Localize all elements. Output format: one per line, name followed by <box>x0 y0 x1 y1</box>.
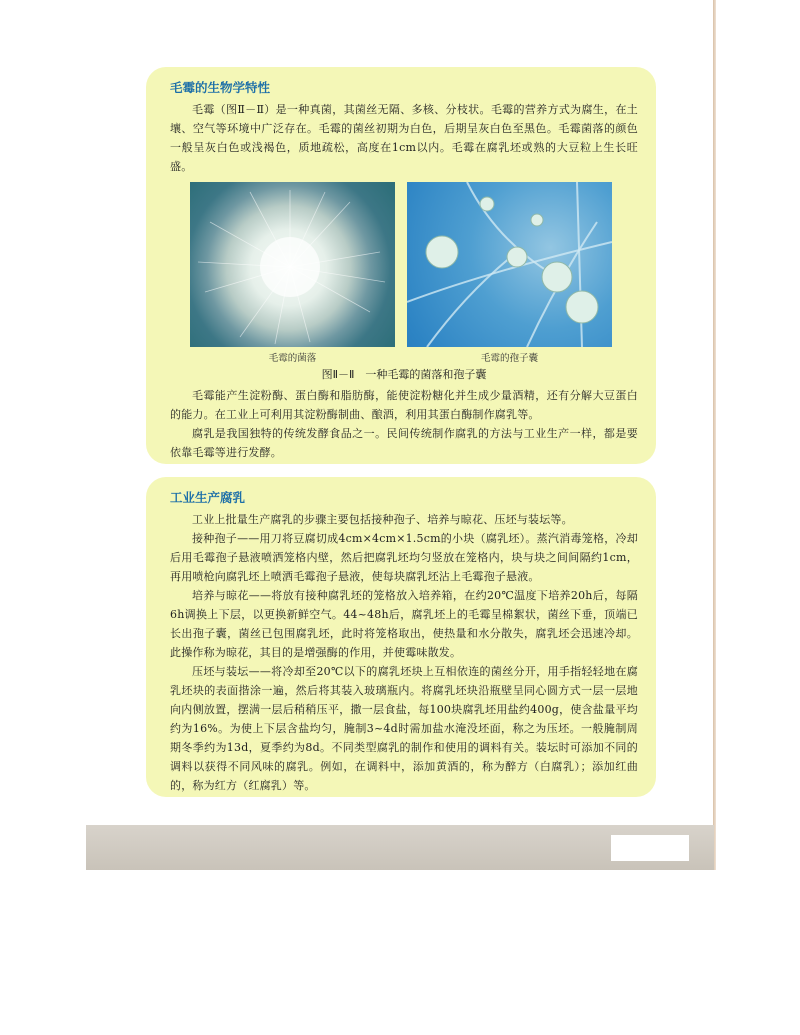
section-industrial-production <box>146 477 656 797</box>
colony-illustration <box>190 182 395 347</box>
blank-label <box>611 835 689 861</box>
paragraph: 压坯与装坛——将冷却至20℃以下的腐乳坯块上互相依连的菌丝分开，用手指轻轻地在腐乳坯块的表面揩涂一遍，然后将其装入玻璃瓶内。将腐乳坯块沿瓶壁呈同心圆方式一层一层地向内侧放置，摆满一层后稍稍压平，撒一层食盐，每100块腐乳坯用盐约400g，使含盐量平均约为16%。为使上下层含盐均匀，腌制3~4d时需加盐水淹没坯面，称之为压坯。一般腌制周期冬季约为13d，夏季约为8d。不同类型腐乳的制作和使用的调料有关。装坛时可添加不同的调料以获得不同风味的腐乳。例如，在调料中，添加黄酒的，称为醉方（白腐乳）；添加红曲的，称为红方（红腐乳）等。 <box>170 665 638 792</box>
sporangium-photo <box>407 182 612 347</box>
section-title: 工业生产腐乳 <box>170 490 246 505</box>
paragraph: 接种孢子——用刀将豆腐切成4cm×4cm×1.5cm的小块（腐乳坯）。蒸汽消毒笼格，冷却后用毛霉孢子悬液喷洒笼格内壁，然后把腐乳坯均匀竖放在笼格内，块与块之间间隔约1cm，再用喷枪向腐乳坯上喷洒毛霉孢子悬液，使每块腐乳坯沾上毛霉孢子悬液。 <box>170 532 638 583</box>
paragraph: 毛霉能产生淀粉酶、蛋白酶和脂肪酶，能使淀粉糖化并生成少量酒精，还有分解大豆蛋白的能力。在工业上可利用其淀粉酶制曲、酿酒，利用其蛋白酶制作腐乳等。 <box>170 389 638 421</box>
figure-title: 图Ⅱ－Ⅱ 一种毛霉的菌落和孢子囊 <box>321 368 487 381</box>
sporangium-illustration <box>407 182 612 347</box>
figure-caption: 毛霉的菌落 <box>268 353 317 364</box>
figure <box>170 182 638 364</box>
page-edge <box>713 0 716 870</box>
section-mucor-biology <box>146 67 656 464</box>
colony-photo <box>190 182 395 347</box>
section-title: 毛霉的生物学特性 <box>170 80 271 95</box>
paragraph: 腐乳是我国独特的传统发酵食品之一。民间传统制作腐乳的方法与工业生产一样，都是要依靠毛霉等进行发酵。 <box>170 427 638 459</box>
paragraph: 毛霉（图Ⅱ－Ⅱ）是一种真菌，其菌丝无隔、多核、分枝状。毛霉的营养方式为腐生，在土壤、空气等环境中广泛存在。毛霉的菌丝初期为白色，后期呈灰白色至黑色。毛霉菌落的颜色一般呈灰白色或浅褐色，质地疏松，高度在1cm以内。毛霉在腐乳坯或熟的大豆粒上生长旺盛。 <box>170 103 638 173</box>
figure-caption: 毛霉的孢子囊 <box>480 353 538 364</box>
paragraph: 工业上批量生产腐乳的步骤主要包括接种孢子、培养与晾花、压坯与装坛等。 <box>192 513 573 526</box>
paragraph: 培养与晾花——将放有接种腐乳坯的笼格放入培养箱，在约20℃温度下培养20h后，每隔6h调换上下层，以更换新鲜空气。44~48h后，腐乳坯上的毛霉呈棉絮状，菌丝下垂，顶端已长出孢子囊，菌丝已包围腐乳坯，此时将笼格取出，使热量和水分散失，腐乳坯会迅速冷却。此操作称为晾花，其目的是增强酶的作用，并使霉味散发。 <box>170 589 638 659</box>
